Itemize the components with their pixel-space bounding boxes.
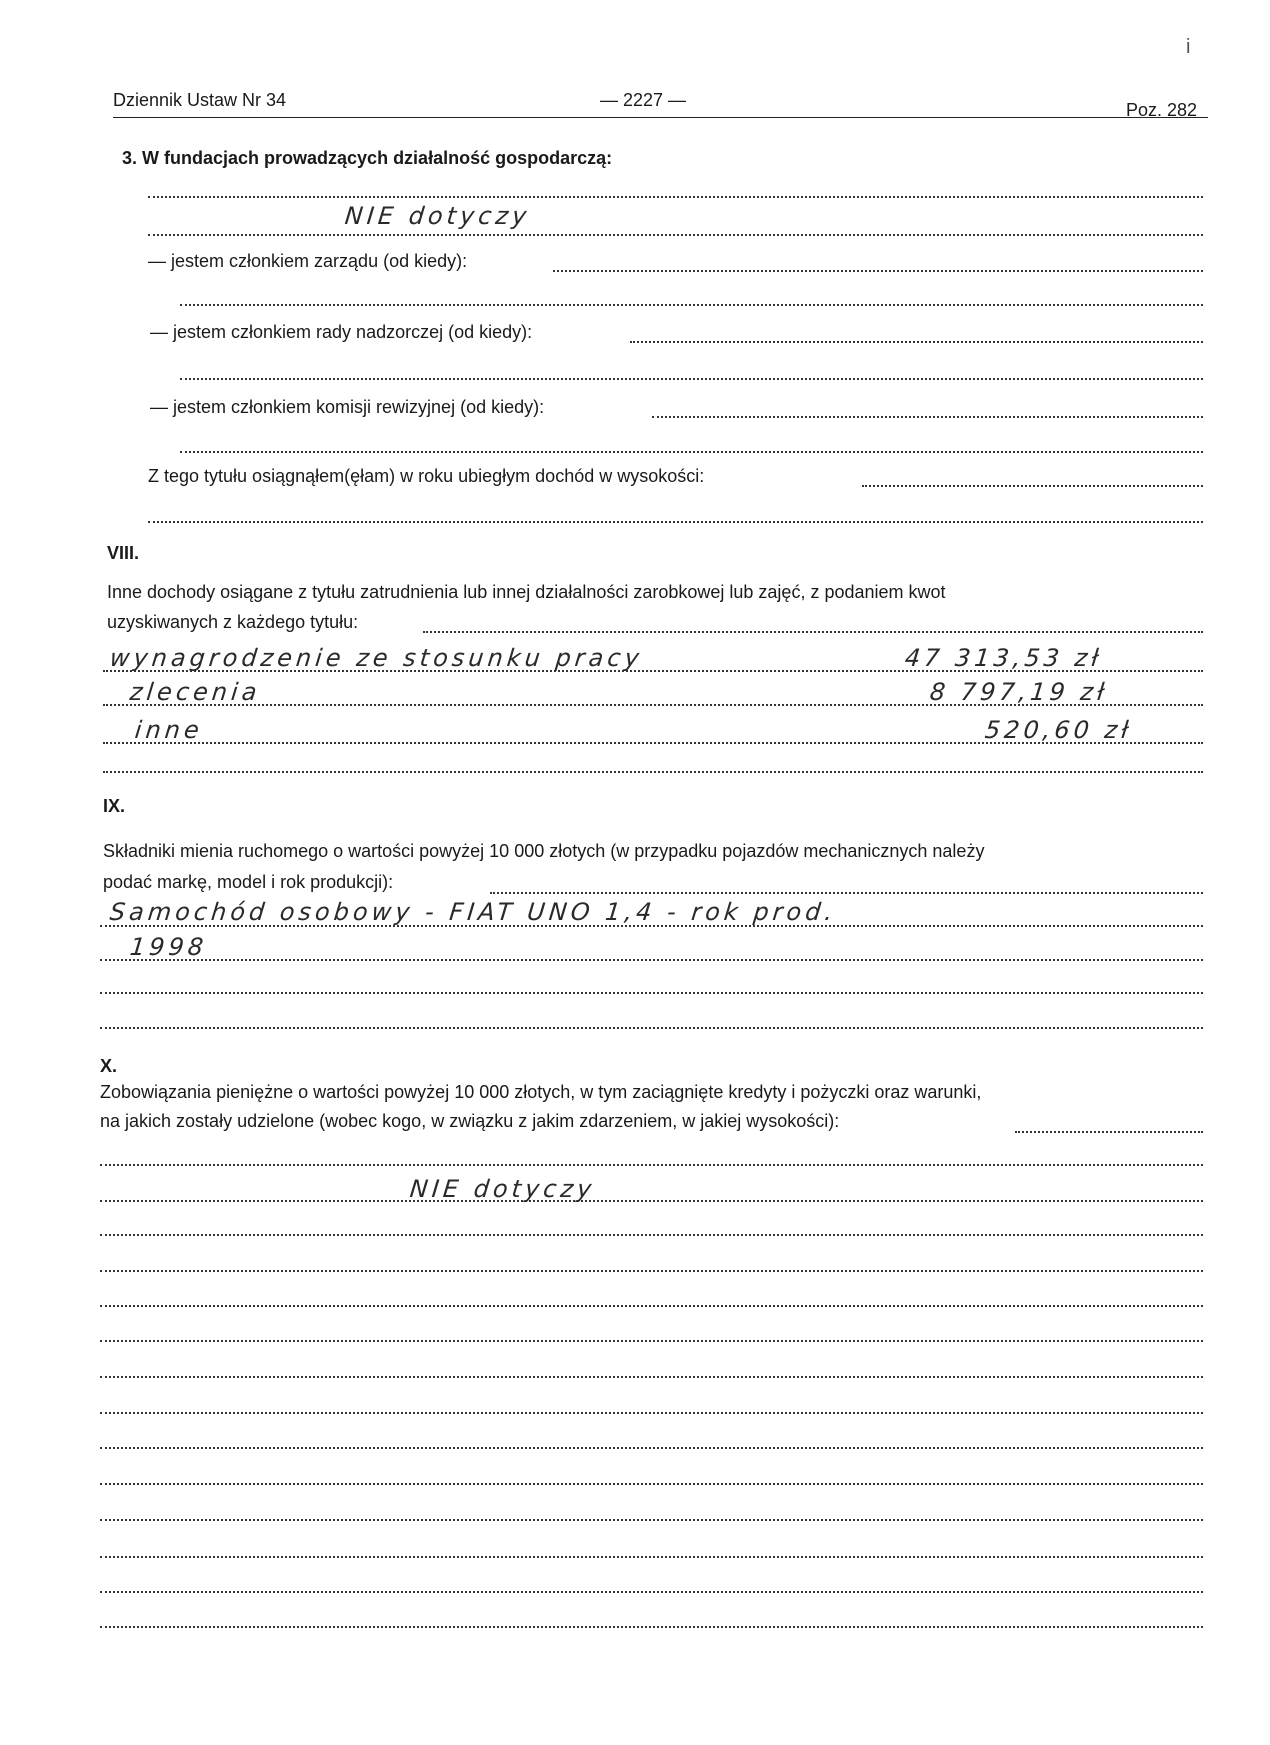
dotted-line xyxy=(148,521,1203,523)
dotted-line xyxy=(148,234,1203,236)
dotted-line xyxy=(100,1376,1203,1378)
header-page-number: — 2227 — xyxy=(600,90,687,110)
dotted-line xyxy=(100,1200,1203,1202)
section8-entry-label: zlecenia xyxy=(128,678,263,706)
section9-number: IX. xyxy=(103,796,126,816)
dotted-line xyxy=(100,1591,1203,1593)
section10-text-line1: Zobowiązania pieniężne o wartości powyżej 10 000 złotych, w tym zaciągnięte kredyty i pożyczki oraz warunki, xyxy=(100,1082,982,1102)
dotted-line xyxy=(100,1340,1203,1342)
section3-heading: 3. W fundacjach prowadzących działalność gospodarczą: xyxy=(122,148,613,168)
dotted-line xyxy=(862,485,1203,487)
dotted-line xyxy=(100,1270,1203,1272)
section3-audit-line: — jestem członkiem komisji rewizyjnej (od kiedy): xyxy=(150,397,545,417)
section10-text-line2: na jakich zostały udzielone (wobec kogo, w związku z jakim zdarzeniem, w jakiej wysokości): xyxy=(100,1111,840,1131)
section10-number: X. xyxy=(100,1056,118,1076)
dotted-line xyxy=(100,1027,1203,1029)
dotted-line xyxy=(180,451,1203,453)
section8-text-line2: uzyskiwanych z każdego tytułu: xyxy=(107,612,359,632)
section8-entry-amount: 47 313,53 zł xyxy=(903,644,1104,672)
section8-number: VIII. xyxy=(107,543,140,563)
dotted-line xyxy=(100,959,1203,961)
section9-handwritten-line1: Samochód osobowy - FIAT UNO 1,4 - rok prod. xyxy=(108,898,838,926)
dotted-line xyxy=(100,1234,1203,1236)
section8-entry-label: inne xyxy=(133,716,205,744)
dotted-line xyxy=(423,631,1203,633)
header-position: Poz. 282 xyxy=(1126,100,1198,120)
section9-handwritten-line2: 1998 xyxy=(128,933,209,961)
dotted-line xyxy=(652,416,1203,418)
dotted-line xyxy=(1015,1131,1203,1133)
dotted-line xyxy=(100,1483,1203,1485)
section3-board-line: — jestem członkiem zarządu (od kiedy): xyxy=(148,251,468,271)
dotted-line xyxy=(100,1164,1203,1166)
dotted-line xyxy=(148,196,1203,198)
section9-text-line2: podać markę, model i rok produkcji): xyxy=(103,872,394,892)
section3-handwritten-answer: NIE dotyczy xyxy=(343,202,532,230)
margin-mark: i xyxy=(1186,36,1191,58)
section8-entry-amount: 520,60 zł xyxy=(983,716,1134,744)
header-journal-title: Dziennik Ustaw Nr 34 xyxy=(113,90,287,110)
section8-entry-amount: 8 797,19 zł xyxy=(928,678,1110,706)
section3-income-line: Z tego tytułu osiągnąłem(ęłam) w roku ubiegłym dochód w wysokości: xyxy=(148,466,705,486)
dotted-line xyxy=(100,1412,1203,1414)
dotted-line xyxy=(100,1556,1203,1558)
dotted-line xyxy=(553,270,1203,272)
dotted-line xyxy=(100,1519,1203,1521)
dotted-line xyxy=(103,771,1203,773)
header-rule xyxy=(113,117,1208,118)
dotted-line xyxy=(630,341,1203,343)
dotted-line xyxy=(180,378,1203,380)
section10-handwritten-answer: NIE dotyczy xyxy=(408,1175,597,1203)
dotted-line xyxy=(100,1626,1203,1628)
section9-text-line1: Składniki mienia ruchomego o wartości powyżej 10 000 złotych (w przypadku pojazdów mechanicznych należy xyxy=(103,841,985,861)
dotted-line xyxy=(490,892,1203,894)
dotted-line xyxy=(100,1447,1203,1449)
section8-entry-label: wynagrodzenie ze stosunku pracy xyxy=(108,644,645,672)
dotted-line xyxy=(180,304,1203,306)
dotted-line xyxy=(100,992,1203,994)
section8-text-line1: Inne dochody osiągane z tytułu zatrudnienia lub innej działalności zarobkowej lub zajęć, z podaniem kwot xyxy=(107,582,946,602)
section3-supervisory-line: — jestem członkiem rady nadzorczej (od kiedy): xyxy=(150,322,533,342)
dotted-line xyxy=(100,1305,1203,1307)
